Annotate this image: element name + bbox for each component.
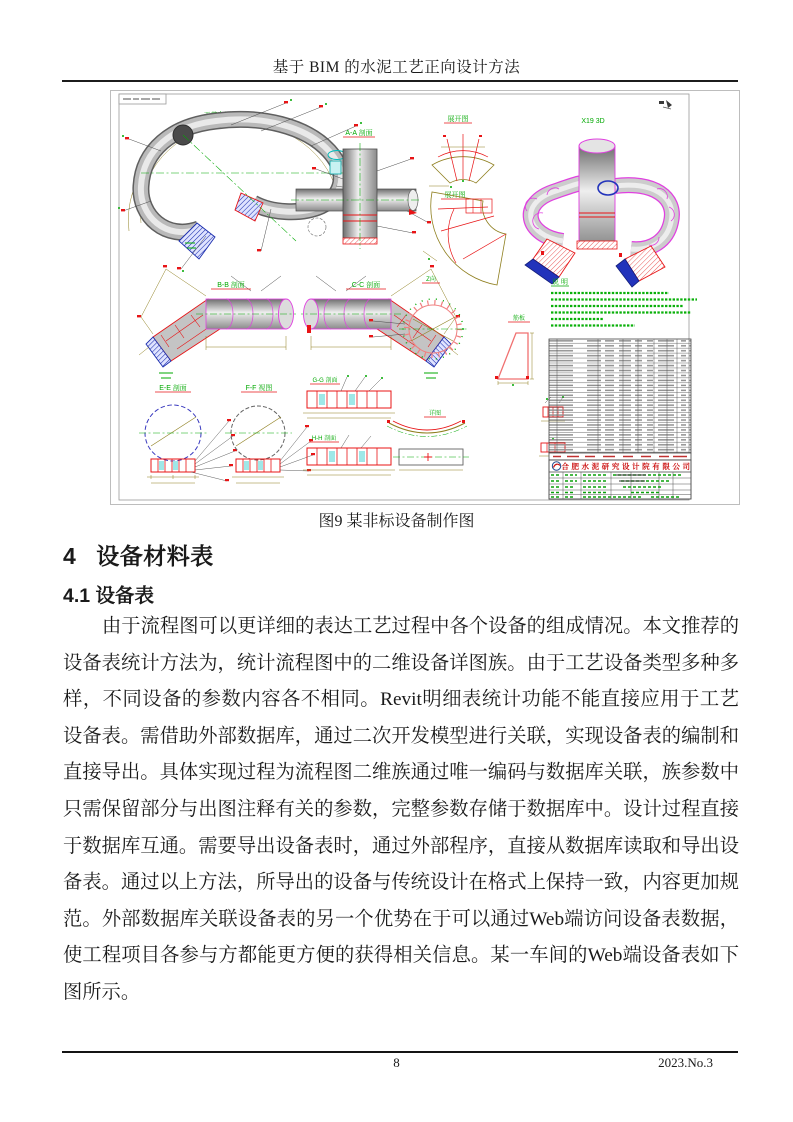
figure-caption: 图9 某非标设备制作图 bbox=[318, 513, 475, 530]
svg-text:详图: 详图 bbox=[428, 411, 442, 417]
svg-text:E-E 剖面: E-E 剖面 bbox=[159, 385, 187, 392]
bom-table bbox=[549, 339, 691, 460]
subsection-heading: 4.1 设备表 bbox=[63, 585, 155, 607]
section-title: 设备材料表 bbox=[96, 543, 214, 569]
page-number: 8 bbox=[393, 1055, 400, 1070]
running-header-title: 基于 BIM 的水泥工艺正向设计方法 bbox=[272, 59, 521, 76]
svg-text:展开图: 展开图 bbox=[444, 192, 466, 199]
figure-image bbox=[110, 90, 740, 505]
section-heading bbox=[63, 538, 214, 571]
footer-rule bbox=[62, 1051, 738, 1053]
cad-drawing bbox=[111, 91, 739, 504]
issue-label: 2023.No.3 bbox=[658, 1055, 713, 1070]
cc-red-detail bbox=[307, 325, 311, 333]
svg-text:展开图: 展开图 bbox=[447, 116, 469, 123]
svg-text:G-G 剖面: G-G 剖面 bbox=[312, 378, 338, 384]
body-paragraph: 由于流程图可以更详细的表达工艺过程中各个设备的组成情况。本文推荐的设备表统计方法为，统计流程图中的二维设备详图族。由于工艺设备类型多种多样，不同设备的参数内容各不相同。Revit明细表统计功能不能直接应用于工艺设备表。需借助外部数据库，通过二次开发模型进行关联，实现设备表的编制和直接导出。具体实现过程为流程图二维族通过唯一编码与数据库关联，族参数中只需保留部分与出图注释有关的参数，完整参数存储于数据库中。设计过程直接于数据库互通。需要导出设备表时，通过外部程序，直接从数据库读取和导出设备表。通过以上方法，所导出的设备与传统设计在格式上保持一致，内容更加规范。外部数据库关联设备表的另一个优势在于可以通过Web端访问设备表数据，使工程项目各参与方都能更方便的获得相关信息。某一车间的Web端设备表如下图所示。 bbox=[63, 616, 739, 1003]
svg-text:A-A 剖面: A-A 剖面 bbox=[345, 130, 373, 137]
company-name: 合肥水泥研究设计院有限公司 bbox=[561, 462, 693, 472]
header-rule bbox=[62, 80, 738, 82]
svg-text:Z向: Z向 bbox=[426, 277, 436, 283]
svg-text:H-H 剖面: H-H 剖面 bbox=[311, 436, 337, 442]
svg-text:F-F 视图: F-F 视图 bbox=[245, 385, 273, 392]
svg-text:工艺布置图: 工艺布置图 bbox=[203, 112, 239, 119]
svg-text:C-C 剖面: C-C 剖面 bbox=[351, 282, 381, 289]
svg-text:说 明: 说 明 bbox=[552, 279, 568, 286]
svg-text:X19 3D: X19 3D bbox=[581, 118, 605, 125]
section-number: 4 bbox=[63, 543, 77, 569]
svg-text:B-B 剖面: B-B 剖面 bbox=[217, 282, 245, 289]
title-block bbox=[549, 460, 693, 499]
svg-text:筋板: 筋板 bbox=[512, 316, 526, 322]
